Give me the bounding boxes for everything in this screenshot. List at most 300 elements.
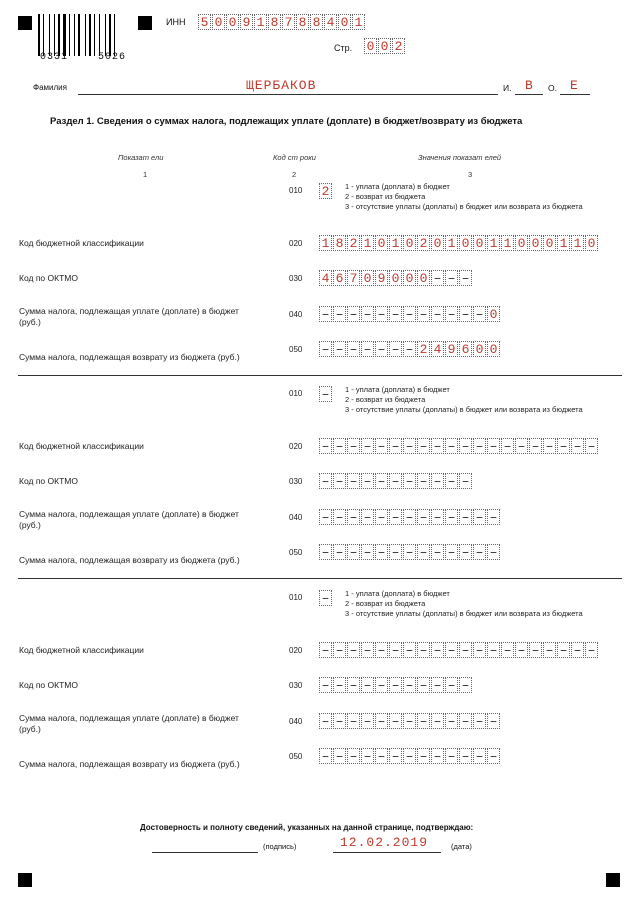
char-cell: –: [529, 438, 542, 454]
char-cell: –: [319, 677, 332, 693]
char-cell: –: [347, 544, 360, 560]
char-cell: –: [487, 509, 500, 525]
oktmo-field[interactable]: [319, 473, 473, 489]
char-cell: –: [319, 306, 332, 322]
char-cell: 1: [352, 14, 365, 30]
char-cell: –: [459, 544, 472, 560]
block-separator: [18, 375, 622, 376]
initial-o-underline: [560, 94, 590, 95]
signature-line[interactable]: [152, 852, 258, 853]
char-cell: –: [375, 642, 388, 658]
kbk-field[interactable]: [319, 235, 599, 251]
label-sum-pay: Сумма налога, подлежащая уплате (доплате) в бюджет: [19, 509, 239, 519]
barcode-bar: [114, 14, 115, 56]
barcode-bar: [54, 14, 55, 56]
char-cell: –: [557, 438, 570, 454]
char-cell: 6: [333, 270, 346, 286]
date-label: (дата): [451, 842, 472, 851]
code-040: 040: [289, 717, 303, 726]
barcode-bar: [38, 14, 40, 56]
barcode-bar: [112, 14, 113, 56]
char-cell: 1: [571, 235, 584, 251]
code-010: 010: [289, 389, 303, 398]
char-cell: 8: [268, 14, 281, 30]
column-number-2: 2: [292, 170, 297, 179]
oktmo-field[interactable]: [319, 677, 473, 693]
barcode-bar: [94, 14, 95, 56]
char-cell: 4: [431, 341, 444, 357]
char-cell: 1: [501, 235, 514, 251]
label-oktmo: Код по ОКТМО: [19, 476, 78, 486]
char-cell: –: [473, 509, 486, 525]
char-cell: –: [347, 748, 360, 764]
char-cell: –: [403, 341, 416, 357]
char-cell: –: [361, 306, 374, 322]
sum-pay-field[interactable]: [319, 713, 501, 729]
char-cell: –: [319, 341, 332, 357]
char-cell: 0: [473, 341, 486, 357]
char-cell: –: [361, 509, 374, 525]
char-cell: –: [361, 713, 374, 729]
code-010: 010: [289, 593, 303, 602]
char-cell: –: [571, 438, 584, 454]
barcode-bar: [63, 14, 66, 56]
char-cell: –: [459, 509, 472, 525]
column-header-line-code: Код ст роки: [273, 153, 316, 162]
option-2: 2 - возврат из бюджета: [345, 599, 426, 608]
char-cell: –: [361, 438, 374, 454]
barcode-bar: [78, 14, 80, 56]
char-cell: –: [319, 509, 332, 525]
corner-marker-top-right: [138, 16, 152, 30]
char-cell: –: [487, 438, 500, 454]
barcode-bar: [43, 14, 44, 56]
char-cell: –: [417, 306, 430, 322]
char-cell: –: [361, 473, 374, 489]
char-cell: –: [557, 642, 570, 658]
char-cell: –: [417, 473, 430, 489]
char-cell: –: [333, 677, 346, 693]
char-cell: –: [515, 438, 528, 454]
char-cell: –: [417, 713, 430, 729]
char-cell: –: [459, 270, 472, 286]
char-cell: –: [375, 341, 388, 357]
char-cell: –: [319, 438, 332, 454]
char-cell: –: [333, 509, 346, 525]
char-cell: –: [403, 306, 416, 322]
char-cell: –: [487, 642, 500, 658]
char-cell: 1: [445, 235, 458, 251]
char-cell: –: [333, 341, 346, 357]
label-sum-pay: Сумма налога, подлежащая уплате (доплате) в бюджет: [19, 713, 239, 723]
char-cell: 0: [403, 270, 416, 286]
char-cell: 9: [375, 270, 388, 286]
char-cell: –: [431, 270, 444, 286]
char-cell: –: [403, 438, 416, 454]
label-oktmo: Код по ОКТМО: [19, 680, 78, 690]
char-cell: –: [417, 748, 430, 764]
char-cell: –: [543, 438, 556, 454]
char-cell: –: [375, 306, 388, 322]
code-040: 040: [289, 310, 303, 319]
label-sum-pay-unit: (руб.): [19, 317, 41, 327]
char-cell: –: [459, 748, 472, 764]
char-cell: 4: [319, 270, 332, 286]
char-cell: –: [473, 544, 486, 560]
char-cell: –: [347, 438, 360, 454]
char-cell: –: [417, 544, 430, 560]
char-cell: –: [389, 713, 402, 729]
char-cell: –: [389, 748, 402, 764]
char-cell: –: [361, 748, 374, 764]
barcode-bar: [107, 14, 108, 56]
barcode-bar: [45, 14, 48, 56]
option-3: 3 - отсутствие уплаты (доплаты) в бюджет или возврата из бюджета: [345, 405, 583, 414]
barcode-bar: [74, 14, 75, 56]
barcode: [38, 14, 122, 56]
char-cell: –: [585, 438, 598, 454]
barcode-bar: [58, 14, 60, 56]
char-cell: –: [417, 677, 430, 693]
char-cell: –: [431, 642, 444, 658]
char-cell: –: [333, 473, 346, 489]
char-cell: 2: [417, 235, 430, 251]
char-cell: –: [403, 509, 416, 525]
char-cell: 7: [347, 270, 360, 286]
sum-pay-field[interactable]: [319, 306, 501, 322]
code-040: 040: [289, 513, 303, 522]
char-cell: –: [487, 544, 500, 560]
barcode-bar: [67, 14, 68, 56]
char-cell: –: [333, 748, 346, 764]
char-cell: –: [431, 509, 444, 525]
char-cell: –: [473, 642, 486, 658]
char-cell: –: [375, 509, 388, 525]
label-sum-refund: Сумма налога, подлежащая возврату из бюджета (руб.): [19, 352, 240, 362]
label-kbk: Код бюджетной классификации: [19, 645, 144, 655]
char-cell: 1: [487, 235, 500, 251]
char-cell: –: [375, 473, 388, 489]
char-cell: –: [347, 306, 360, 322]
char-cell: –: [431, 438, 444, 454]
char-cell: 1: [254, 14, 267, 30]
confirmation-text: Достоверность и полноту сведений, указанных на данной странице, подтверждаю:: [140, 823, 474, 832]
char-cell: 0: [338, 14, 351, 30]
char-cell: –: [543, 642, 556, 658]
barcode-bar: [101, 14, 104, 56]
char-cell: –: [333, 713, 346, 729]
code-010: 010: [289, 186, 303, 195]
option-1: 1 - уплата (доплата) в бюджет: [345, 385, 450, 394]
date-underline: [333, 852, 441, 853]
char-cell: 8: [296, 14, 309, 30]
barcode-bar: [116, 14, 118, 56]
char-cell: –: [417, 438, 430, 454]
char-cell: –: [319, 590, 332, 606]
char-cell: –: [375, 748, 388, 764]
initial-i-label: И.: [503, 83, 512, 93]
char-cell: –: [571, 642, 584, 658]
char-cell: 9: [445, 341, 458, 357]
char-cell: –: [375, 677, 388, 693]
kbk-field[interactable]: [319, 438, 599, 454]
char-cell: –: [333, 544, 346, 560]
sum-pay-field[interactable]: [319, 509, 501, 525]
char-cell: –: [389, 341, 402, 357]
corner-marker-top-left: [18, 16, 32, 30]
char-cell: –: [389, 473, 402, 489]
page-number-field[interactable]: [364, 38, 406, 54]
initial-o-label: О.: [548, 83, 557, 93]
option-2: 2 - возврат из бюджета: [345, 395, 426, 404]
char-cell: 0: [364, 38, 377, 54]
char-cell: –: [501, 642, 514, 658]
char-cell: 0: [389, 270, 402, 286]
char-cell: –: [417, 642, 430, 658]
char-cell: –: [375, 438, 388, 454]
char-cell: –: [375, 713, 388, 729]
char-cell: –: [347, 509, 360, 525]
label-sum-pay: Сумма налога, подлежащая уплате (доплате) в бюджет: [19, 306, 239, 316]
code-050: 050: [289, 345, 303, 354]
barcode-number: 0331 5026: [40, 52, 126, 63]
char-cell: –: [347, 713, 360, 729]
char-cell: –: [431, 544, 444, 560]
column-header-values: Значения показат елей: [418, 153, 502, 162]
label-sum-refund: Сумма налога, подлежащая возврату из бюджета (руб.): [19, 555, 240, 565]
char-cell: –: [319, 748, 332, 764]
initial-i-value[interactable]: В: [525, 78, 533, 93]
char-cell: –: [403, 713, 416, 729]
column-header-indicators: Показат ели: [118, 153, 164, 162]
option-1: 1 - уплата (доплата) в бюджет: [345, 182, 450, 191]
char-cell: –: [459, 642, 472, 658]
payment-type-field[interactable]: [319, 386, 333, 402]
char-cell: –: [347, 473, 360, 489]
signature-label: (подпись): [263, 842, 297, 851]
char-cell: –: [473, 713, 486, 729]
char-cell: –: [361, 341, 374, 357]
char-cell: –: [431, 713, 444, 729]
page-label: Стр.: [334, 43, 353, 53]
code-030: 030: [289, 681, 303, 690]
surname-underline: [78, 94, 498, 95]
char-cell: –: [319, 386, 332, 402]
char-cell: 0: [361, 270, 374, 286]
section-title: Раздел 1. Сведения о суммах налога, подлежащих уплате (доплате) в бюджет/возврату из бюджета: [50, 116, 523, 127]
label-sum-refund: Сумма налога, подлежащая возврату из бюджета (руб.): [19, 759, 240, 769]
barcode-bar: [81, 14, 84, 56]
char-cell: –: [389, 509, 402, 525]
payment-type-field[interactable]: [319, 590, 333, 606]
code-050: 050: [289, 752, 303, 761]
char-cell: –: [473, 438, 486, 454]
char-cell: 1: [361, 235, 374, 251]
char-cell: –: [333, 306, 346, 322]
char-cell: 1: [557, 235, 570, 251]
char-cell: 9: [240, 14, 253, 30]
char-cell: –: [445, 642, 458, 658]
char-cell: –: [431, 677, 444, 693]
kbk-field[interactable]: [319, 642, 599, 658]
char-cell: –: [347, 341, 360, 357]
char-cell: 0: [473, 235, 486, 251]
char-cell: 0: [375, 235, 388, 251]
char-cell: 5: [198, 14, 211, 30]
oktmo-field[interactable]: [319, 270, 473, 286]
code-020: 020: [289, 442, 303, 451]
barcode-bar: [69, 14, 70, 56]
char-cell: –: [389, 677, 402, 693]
inn-field[interactable]: [198, 14, 366, 30]
char-cell: –: [473, 306, 486, 322]
barcode-bar: [87, 14, 88, 56]
code-050: 050: [289, 548, 303, 557]
char-cell: –: [585, 642, 598, 658]
char-cell: –: [459, 677, 472, 693]
char-cell: 8: [333, 235, 346, 251]
char-cell: –: [431, 748, 444, 764]
label-sum-pay-unit: (руб.): [19, 520, 41, 530]
surname-value[interactable]: ЩЕРБАКОВ: [246, 78, 317, 93]
char-cell: 6: [459, 341, 472, 357]
char-cell: –: [375, 544, 388, 560]
char-cell: 0: [403, 235, 416, 251]
char-cell: 0: [431, 235, 444, 251]
barcode-bar: [89, 14, 91, 56]
sum-refund-field[interactable]: [319, 341, 501, 357]
char-cell: –: [445, 677, 458, 693]
sum-refund-field[interactable]: [319, 544, 501, 560]
date-value[interactable]: 12.02.2019: [340, 835, 429, 850]
char-cell: –: [319, 713, 332, 729]
char-cell: 2: [319, 183, 332, 199]
block-separator: [18, 578, 622, 579]
label-oktmo: Код по ОКТМО: [19, 273, 78, 283]
char-cell: –: [459, 713, 472, 729]
char-cell: –: [473, 748, 486, 764]
char-cell: –: [347, 642, 360, 658]
char-cell: 1: [389, 235, 402, 251]
char-cell: –: [361, 642, 374, 658]
char-cell: –: [445, 438, 458, 454]
char-cell: 7: [282, 14, 295, 30]
barcode-bar: [85, 14, 86, 56]
char-cell: –: [445, 270, 458, 286]
char-cell: –: [319, 473, 332, 489]
option-3: 3 - отсутствие уплаты (доплаты) в бюджет или возврата из бюджета: [345, 202, 583, 211]
char-cell: 0: [226, 14, 239, 30]
code-020: 020: [289, 239, 303, 248]
char-cell: 0: [459, 235, 472, 251]
char-cell: –: [487, 748, 500, 764]
char-cell: 8: [310, 14, 323, 30]
corner-marker-bottom-left: [18, 873, 32, 887]
char-cell: 0: [487, 306, 500, 322]
char-cell: –: [445, 713, 458, 729]
column-number-1: 1: [143, 170, 148, 179]
initial-o-value[interactable]: Е: [570, 78, 578, 93]
barcode-bar: [105, 14, 106, 56]
char-cell: –: [459, 473, 472, 489]
inn-label: ИНН: [166, 17, 186, 27]
char-cell: –: [361, 544, 374, 560]
surname-label: Фамилия: [33, 83, 67, 92]
char-cell: 0: [212, 14, 225, 30]
char-cell: –: [445, 509, 458, 525]
char-cell: –: [361, 677, 374, 693]
label-kbk: Код бюджетной классификации: [19, 441, 144, 451]
char-cell: –: [333, 438, 346, 454]
char-cell: 0: [543, 235, 556, 251]
char-cell: 2: [392, 38, 405, 54]
char-cell: –: [487, 713, 500, 729]
char-cell: –: [319, 544, 332, 560]
char-cell: 2: [417, 341, 430, 357]
code-030: 030: [289, 477, 303, 486]
char-cell: –: [459, 438, 472, 454]
barcode-bar: [92, 14, 93, 56]
option-2: 2 - возврат из бюджета: [345, 192, 426, 201]
char-cell: 0: [585, 235, 598, 251]
char-cell: 0: [529, 235, 542, 251]
label-sum-pay-unit: (руб.): [19, 724, 41, 734]
option-1: 1 - уплата (доплата) в бюджет: [345, 589, 450, 598]
char-cell: –: [515, 642, 528, 658]
char-cell: –: [445, 473, 458, 489]
char-cell: –: [459, 306, 472, 322]
sum-refund-field[interactable]: [319, 748, 501, 764]
char-cell: 0: [378, 38, 391, 54]
label-kbk: Код бюджетной классификации: [19, 238, 144, 248]
barcode-bar: [96, 14, 98, 56]
barcode-bar: [99, 14, 100, 56]
char-cell: –: [445, 544, 458, 560]
char-cell: –: [445, 306, 458, 322]
char-cell: 2: [347, 235, 360, 251]
code-020: 020: [289, 646, 303, 655]
char-cell: –: [403, 473, 416, 489]
char-cell: –: [319, 642, 332, 658]
char-cell: –: [529, 642, 542, 658]
char-cell: –: [445, 748, 458, 764]
barcode-bar: [71, 14, 73, 56]
char-cell: –: [389, 306, 402, 322]
char-cell: –: [403, 677, 416, 693]
payment-type-field[interactable]: [319, 183, 333, 199]
char-cell: 0: [487, 341, 500, 357]
char-cell: –: [389, 544, 402, 560]
char-cell: –: [403, 642, 416, 658]
char-cell: –: [417, 509, 430, 525]
char-cell: 1: [319, 235, 332, 251]
char-cell: –: [389, 642, 402, 658]
char-cell: –: [501, 438, 514, 454]
char-cell: –: [347, 677, 360, 693]
char-cell: –: [431, 306, 444, 322]
char-cell: –: [431, 473, 444, 489]
barcode-bar: [56, 14, 57, 56]
barcode-bar: [41, 14, 42, 56]
barcode-bar: [76, 14, 77, 56]
barcode-bar: [109, 14, 111, 56]
barcode-bar: [51, 14, 53, 56]
option-3: 3 - отсутствие уплаты (доплаты) в бюджет или возврата из бюджета: [345, 609, 583, 618]
char-cell: 4: [324, 14, 337, 30]
char-cell: –: [389, 438, 402, 454]
char-cell: –: [333, 642, 346, 658]
barcode-bar: [61, 14, 62, 56]
